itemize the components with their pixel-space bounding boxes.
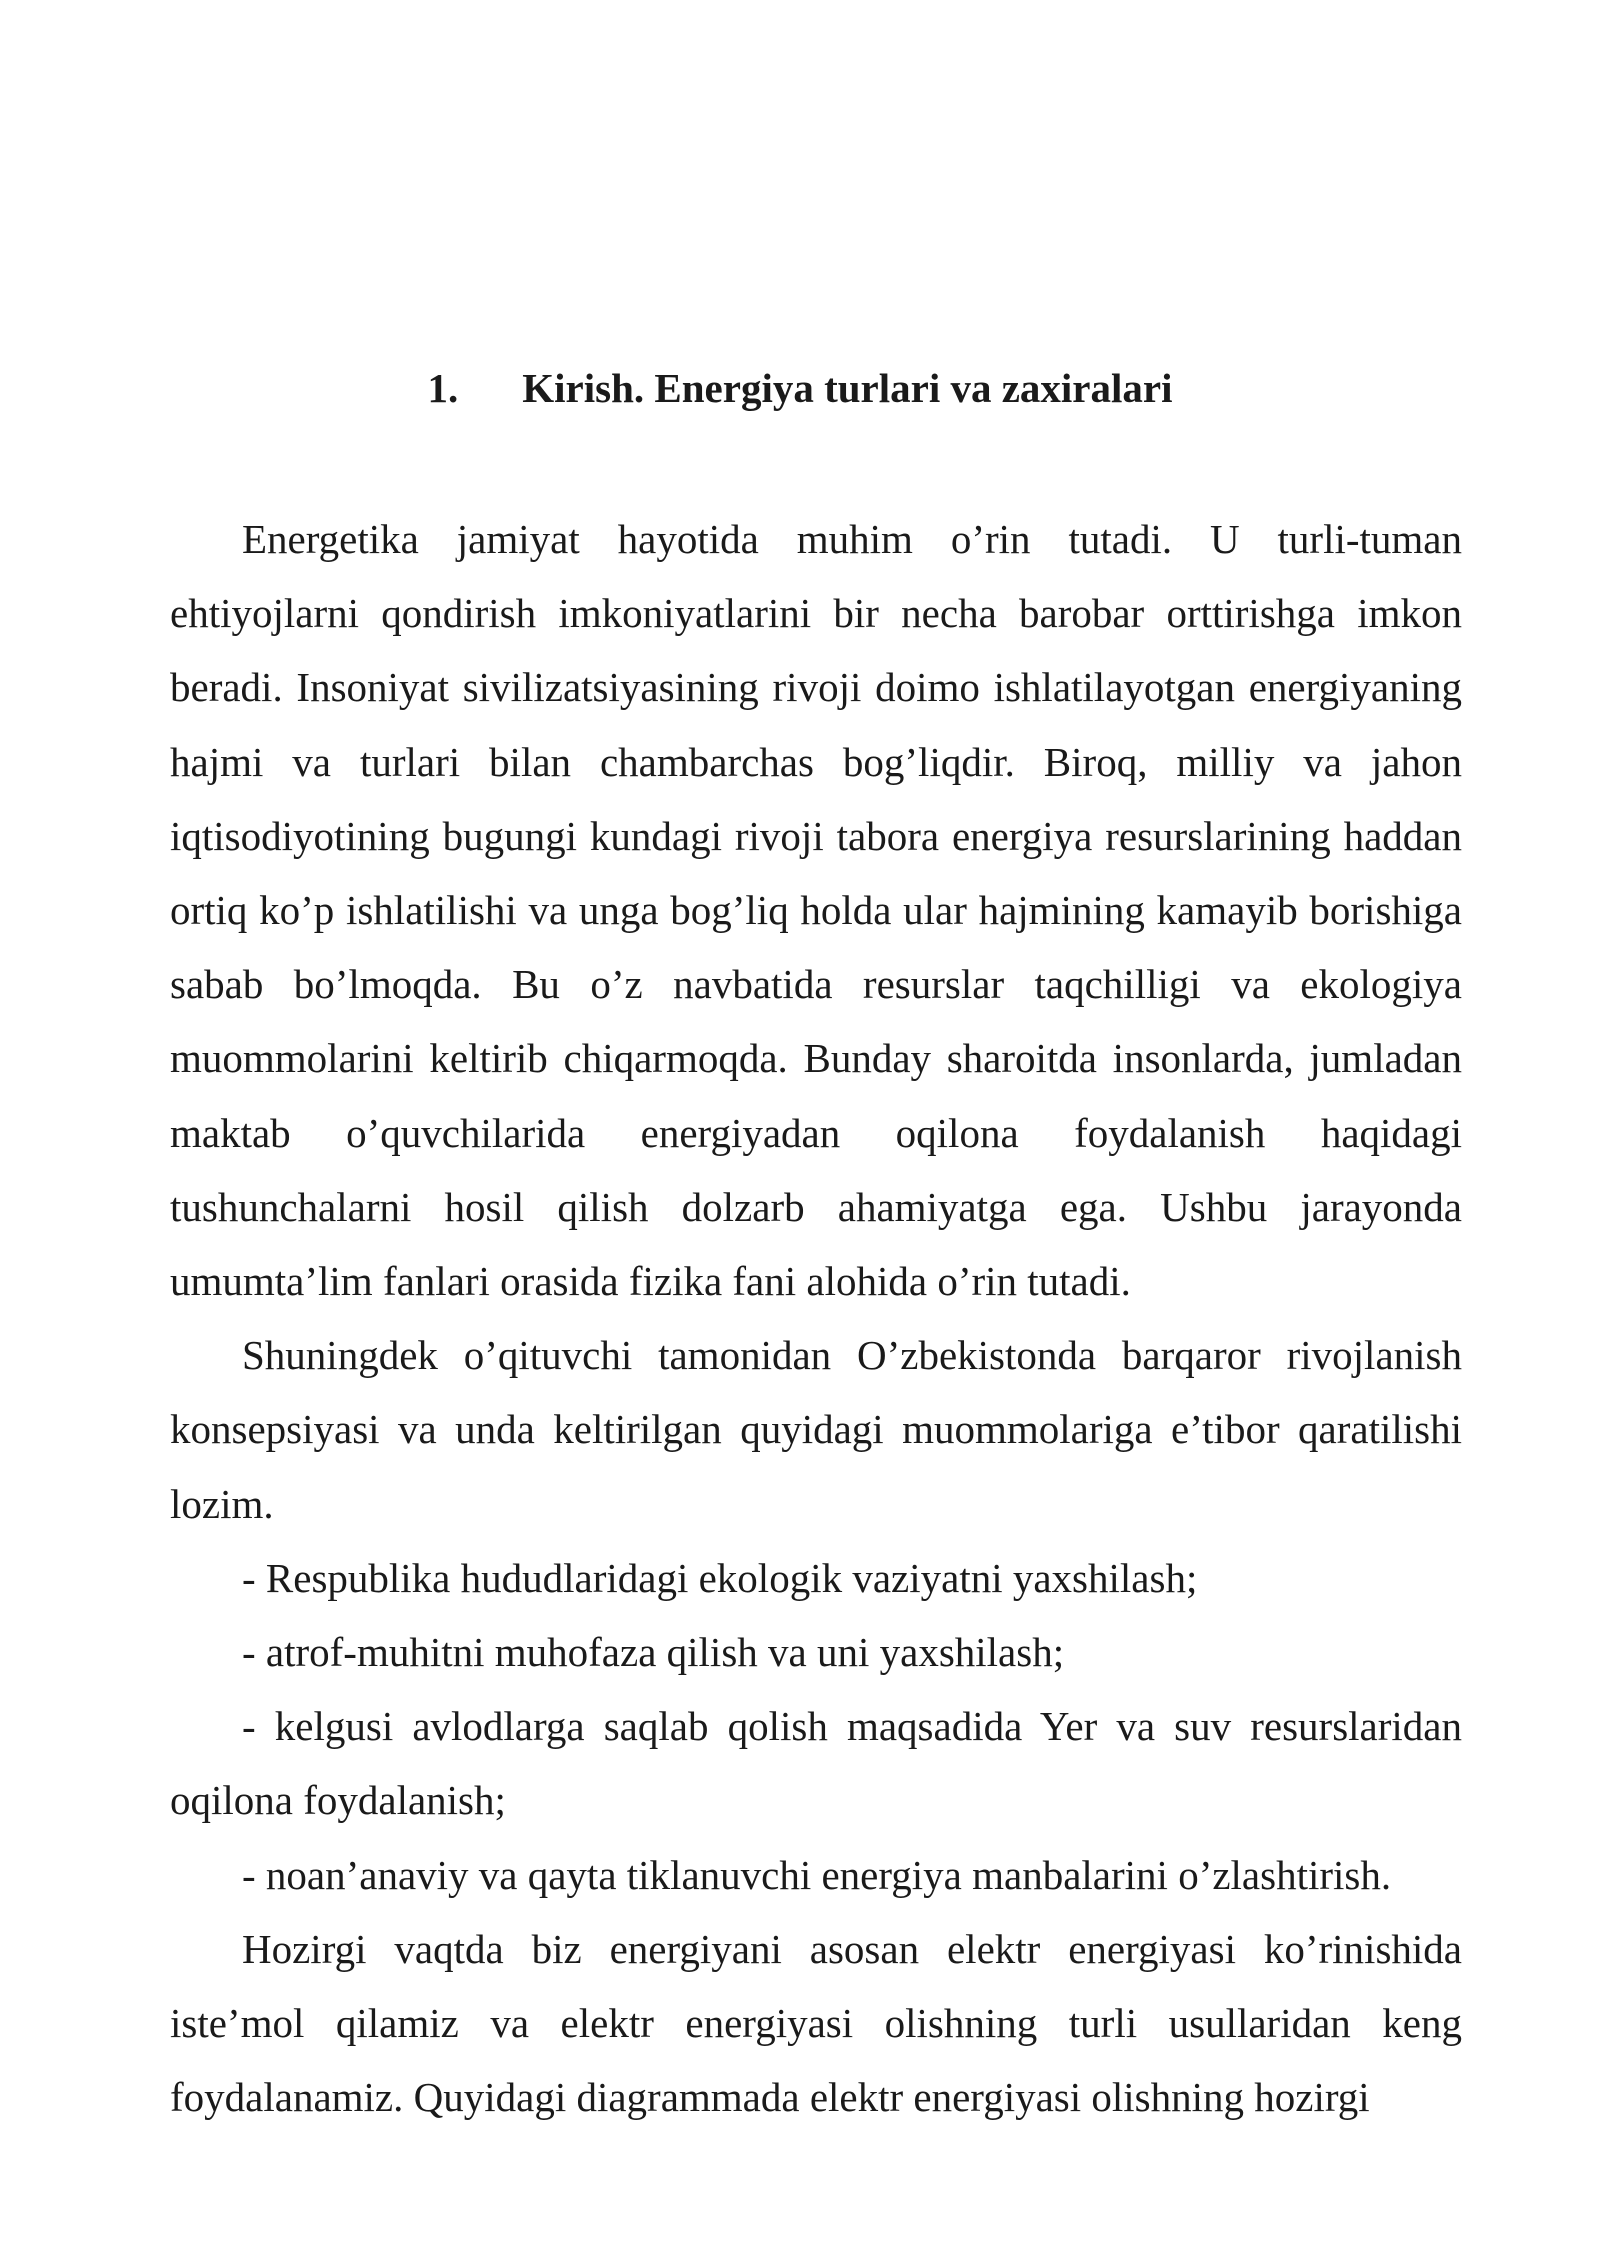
paragraph-concept: Shuningdek o’qituvchi tamonidan O’zbekistonda barqaror rivojlanish konsepsiyasi va unda keltirilgan quyidagi muommolariga e’tibor qaratilishi lozim. xyxy=(170,1332,1462,1527)
list-item: - kelgusi avlodlarga saqlab qolish maqsadida Yer va suv resurslaridan oqilona foydalanish; xyxy=(170,1703,1462,1824)
section-heading xyxy=(0,362,1600,414)
section-title: Kirish. Energiya turlari va zaxiralari xyxy=(522,365,1173,411)
section-number: 1. xyxy=(427,365,459,411)
list-item: - Respublika hududlaridagi ekologik vaziyatni yaxshilash; xyxy=(242,1554,1198,1601)
paragraph-electric-energy: Hozirgi vaqtda biz energiyani asosan elektr energiyasi ko’rinishida iste’mol qilamiz va elektr energiyasi olishning turli usullaridan keng foydalanamiz. Quyidagi diagrammada elektr energiyasi olishning hozirgi xyxy=(170,1925,1462,2121)
list-item: - atrof-muhitni muhofaza qilish va uni yaxshilash; xyxy=(242,1629,1065,1676)
paragraph-intro: Energetika jamiyat hayotida muhim o’rin tutadi. U turli-tuman ehtiyojlarni qondirish imkoniyatlarini bir necha barobar orttirishga imkon beradi. Insoniyat sivilizatsiyasining rivoji doimo ishlatilayotgan energiyaning hajmi va turlari bilan chambarchas bog’liqdir. Biroq, milliy va jahon iqtisodiyotining bugungi kundagi rivoji tabora energiya resurslarining haddan ortiq ko’p ishlatilishi va unga bog’liq holda ular hajmining kamayib borishiga sabab bo’lmoqda. Bu o’z navbatida resurslar taqchilligi va ekologiya muommolarini keltirib chiqarmoqda. Bunday sharoitda insonlarda, jumladan maktab o’quvchilarida energiyadan oqilona foydalanish haqidagi tushunchalarni hosil qilish dolzarb ahamiyatga ega. Ushbu jarayonda umumta’lim fanlari orasida fizika fani alohida o’rin tutadi. xyxy=(170,516,1462,1305)
body-text xyxy=(170,502,1462,2134)
list-item: - noan’anaviy va qayta tiklanuvchi energiya manbalarini o’zlashtirish. xyxy=(242,1851,1392,1898)
